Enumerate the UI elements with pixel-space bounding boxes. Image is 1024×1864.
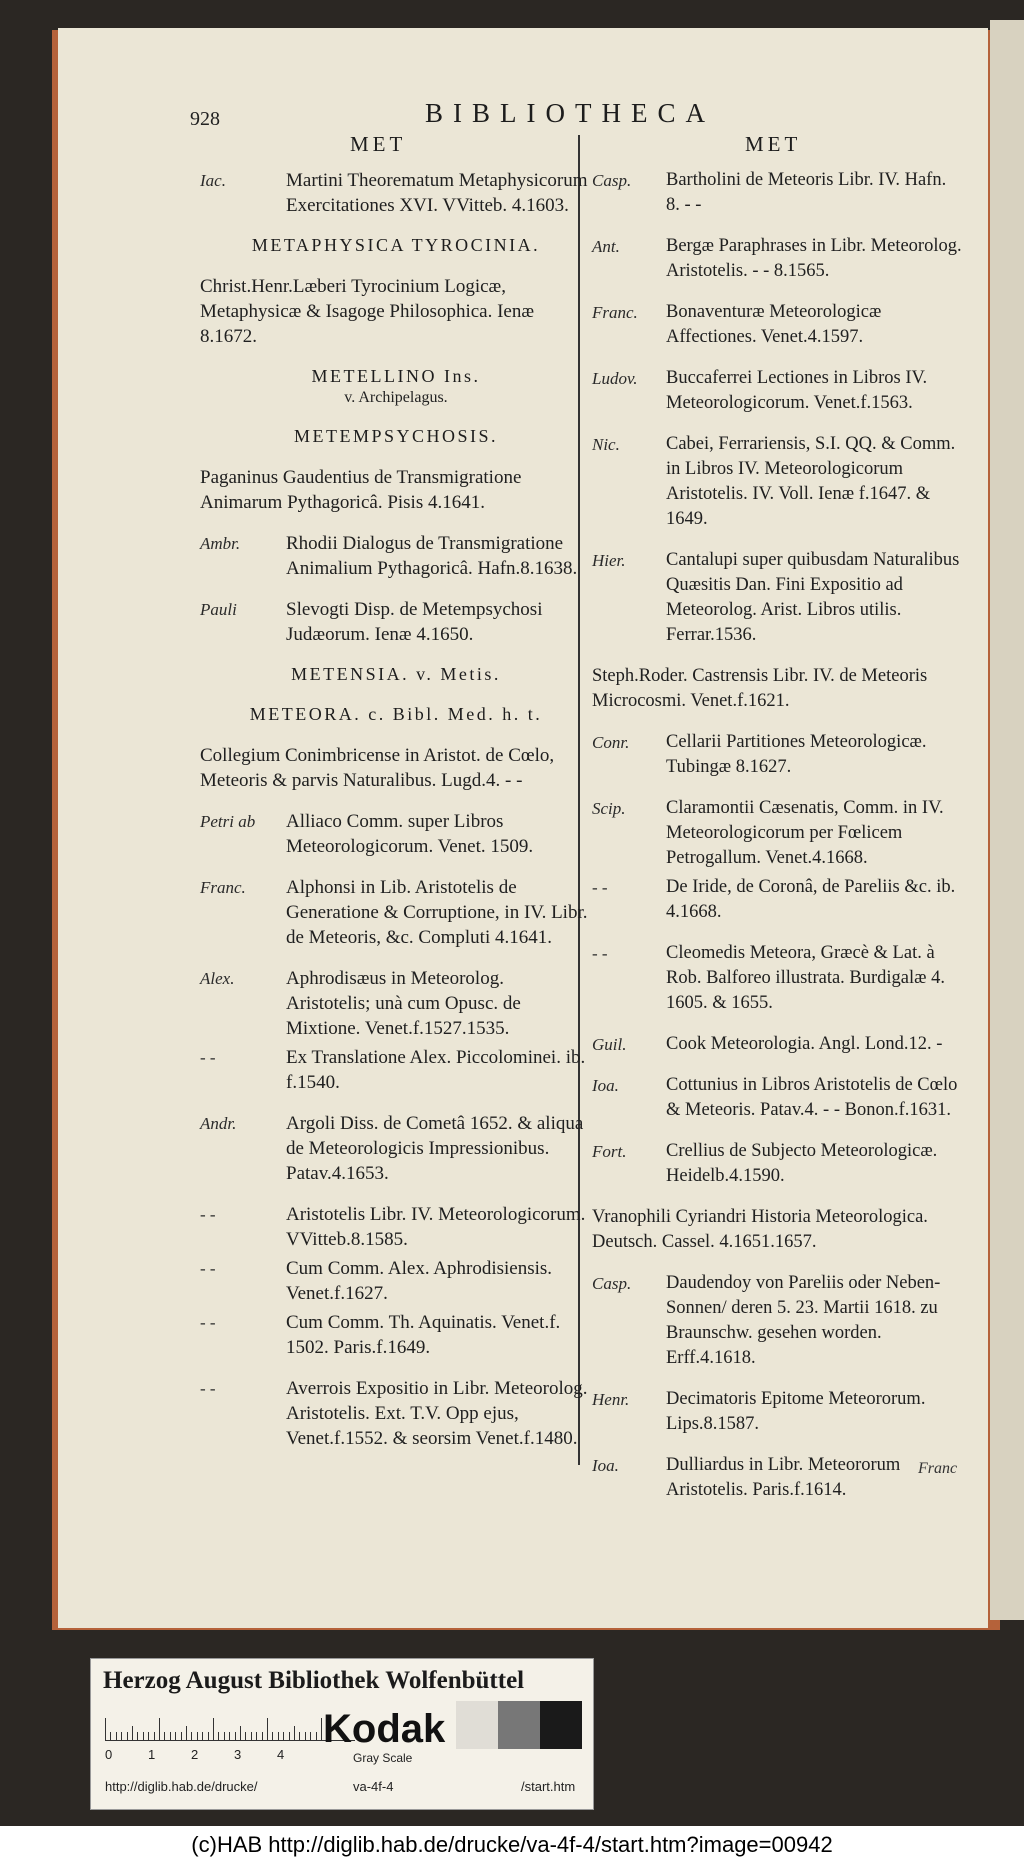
ruler-tick: [321, 1718, 322, 1740]
section-heading: METEMPSYCHOSIS.: [293, 426, 499, 446]
entry-text: Bonaventuræ Meteorologicæ Affectiones. Venet.4.1597.: [666, 302, 882, 347]
entry-forename: Casp.: [592, 171, 632, 190]
catalog-entry: [200, 465, 592, 515]
gray-swatch-dark: [540, 1701, 582, 1749]
entry-forename: Ambr.: [200, 534, 241, 553]
entry-forename: Ioa.: [592, 1456, 619, 1475]
ruler-tick: [289, 1732, 290, 1740]
catalog-entry: [592, 1073, 964, 1123]
entry-text: Paganinus Gaudentius de Transmigratione Animarum Pythagoricâ. Pisis 4.1641.: [200, 467, 522, 513]
entry-forename: Iac.: [200, 171, 226, 190]
catalog-entry: [200, 1202, 592, 1252]
entry-forename: Alex.: [200, 969, 235, 988]
scale-number: 1: [148, 1747, 156, 1762]
facing-page-edge: [990, 20, 1024, 1620]
ruler-tick: [137, 1732, 138, 1740]
catalog-entry: [200, 743, 592, 793]
entry-forename: Guil.: [592, 1035, 627, 1054]
ruler-tick: [159, 1718, 160, 1740]
ruler-tick: [256, 1732, 257, 1740]
scale-number: 3: [234, 1747, 242, 1762]
ruler-tick: [110, 1732, 111, 1740]
ruler-tick: [127, 1732, 128, 1740]
gray-scale-label: Gray Scale: [353, 1751, 413, 1765]
entry-forename: Ludov.: [592, 369, 638, 388]
entry-text: Cum Comm. Alex. Aphrodisiensis. Venet.f.1627.: [286, 1258, 553, 1304]
ruler-tick: [148, 1732, 149, 1740]
entry-text: Alliaco Comm. super Libros Meteorologicorum. Venet. 1509.: [286, 811, 534, 857]
ruler-tick: [164, 1732, 165, 1740]
entry-forename: - -: [200, 1313, 216, 1332]
catalog-entry: [592, 1139, 964, 1189]
catalog-entry: [200, 168, 592, 218]
ruler-tick: [240, 1726, 241, 1740]
entry-forename: Franc.: [592, 303, 638, 322]
ruler-tick: [283, 1732, 284, 1740]
ruler-tick: [154, 1732, 155, 1740]
entry-text: Aristotelis Libr. IV. Meteorologicorum. VVitteb.8.1585.: [286, 1204, 586, 1250]
catalog-entry: [200, 1376, 592, 1451]
running-head: [190, 98, 970, 138]
kodak-logo: Kodak: [323, 1707, 446, 1751]
entry-forename: Fort.: [592, 1142, 627, 1161]
ruler-scale: [105, 1715, 355, 1741]
entry-forename: Ant.: [592, 237, 620, 256]
ruler-tick: [197, 1732, 198, 1740]
entry-text: Bergæ Paraphrases in Libr. Meteorolog. Aristotelis. - - 8.1565.: [666, 236, 962, 281]
ruler-tick: [208, 1732, 209, 1740]
entry-text: Cleomedis Meteora, Græcè & Lat. à Rob. Balforeo illustrata. Burdigalæ 4. 1605. & 1655.: [666, 943, 945, 1013]
entry-text: Alphonsi in Lib. Aristotelis de Generatione & Corruptione, in IV. Libr. de Meteoris, &c. Compluti 4.1641.: [286, 877, 588, 948]
entry-text: Christ.Henr.Læberi Tyrocinium Logicæ, Metaphysicæ & Isagoge Philosophica. Ienæ 8.1672.: [200, 276, 535, 347]
ruler-tick: [116, 1732, 117, 1740]
catalog-entry: [200, 274, 592, 349]
right-column: [592, 168, 964, 1519]
entry-forename: - -: [592, 944, 608, 963]
catalog-entry: [200, 966, 592, 1041]
ruler-tick: [278, 1732, 279, 1740]
entry-text: Daudendoy von Pareliis oder Neben-Sonnen/ deren 5. 23. Martii 1618. zu Braunschw. gesehen worden. Erff.4.1618.: [666, 1273, 941, 1368]
ruler-tick: [186, 1726, 187, 1740]
ruler-tick: [262, 1732, 263, 1740]
scale-number: 0: [105, 1747, 113, 1762]
catalog-entry: [200, 531, 592, 581]
catalog-entry: [592, 432, 964, 532]
shelfmark: va-4f-4: [353, 1779, 394, 1794]
catalog-entry: [200, 1111, 592, 1186]
ruler-tick: [213, 1718, 214, 1740]
catalog-entry: [200, 1045, 592, 1095]
copyright-footer[interactable]: (c)HAB http://diglib.hab.de/drucke/va-4f-4/start.htm?image=00942: [0, 1826, 1024, 1864]
catalog-entry: [200, 1256, 592, 1306]
entry-text: Cottunius in Libros Aristotelis de Cœlo & Meteoris. Patav.4. - - Bonon.f.1631.: [666, 1075, 958, 1120]
entry-text: Vranophili Cyriandri Historia Meteorologica. Deutsch. Cassel. 4.1651.1657.: [592, 1207, 928, 1252]
ruler-tick: [310, 1732, 311, 1740]
catalog-entry: [592, 875, 964, 925]
scale-number: 4: [277, 1747, 285, 1762]
entry-text: Argoli Diss. de Cometâ 1652. & aliqua de Meteorologicis Impressionibus. Patav.4.1653.: [286, 1113, 584, 1184]
left-column: [200, 168, 592, 1467]
catalog-entry: [592, 941, 964, 1016]
catalog-entry: [592, 1271, 964, 1371]
ruler-tick: [251, 1732, 252, 1740]
entry-forename: Scip.: [592, 799, 626, 818]
entry-text: Cook Meteorologia. Angl. Lond.12. -: [666, 1034, 943, 1054]
entry-text: Ex Translatione Alex. Piccolominei. ib. f.1540.: [286, 1047, 586, 1093]
entry-text: Rhodii Dialogus de Transmigratione Animalium Pythagoricâ. Hafn.8.1638.: [286, 533, 578, 579]
ruler-tick: [132, 1726, 133, 1740]
ruler-tick: [229, 1732, 230, 1740]
entry-text: Cellarii Partitiones Meteorologicæ. Tubingæ 8.1627.: [666, 732, 927, 777]
ruler-tick: [105, 1718, 106, 1740]
entry-text: Cabei, Ferrariensis, S.I. QQ. & Comm. in Libros IV. Meteorologicorum Aristotelis. IV. Voll. Ienæ f.1647. & 1649.: [666, 434, 956, 529]
left-column-head: MET: [350, 132, 407, 156]
entry-forename: Petri ab: [200, 812, 256, 831]
entry-forename: - -: [200, 1379, 216, 1398]
entry-forename: - -: [200, 1259, 216, 1278]
catalog-entry: [592, 1453, 964, 1503]
entry-forename: Hier.: [592, 551, 626, 570]
scale-number: 2: [191, 1747, 199, 1762]
ruler-tick: [235, 1732, 236, 1740]
ruler-tick: [245, 1732, 246, 1740]
entry-text: Claramontii Cæsenatis, Comm. in IV. Meteorologicorum per Fœlicem Petrogallum. Venet.4.1668.: [666, 798, 944, 868]
catchword: Franc: [918, 1460, 958, 1477]
entry-text: Steph.Roder. Castrensis Libr. IV. de Meteoris Microcosmi. Venet.f.1621.: [592, 666, 928, 711]
ruler-tick: [267, 1718, 268, 1740]
entry-forename: Franc.: [200, 878, 246, 897]
entry-text: Dulliardus in Libr. Meteororum Aristotelis. Paris.f.1614.: [666, 1455, 901, 1500]
entry-text: Averrois Expositio in Libr. Meteorolog. Aristotelis. Ext. T.V. Opp ejus, Venet.f.1552. & seorsim Venet.f.1480.: [286, 1378, 588, 1449]
url-suffix: /start.htm: [521, 1779, 576, 1794]
ruler-tick: [316, 1732, 317, 1740]
section-heading: METELLINO Ins.: [311, 366, 481, 386]
section-subheading: v. Archipelagus.: [344, 389, 448, 406]
entry-text: Cantalupi super quibusdam Naturalibus Quæsitis Dan. Fini Expositio ad Meteorolog. Arist. Libros utilis. Ferrar.1536.: [666, 550, 960, 645]
catalog-entry: [592, 796, 964, 871]
section-heading: METEORA. c. Bibl. Med. h. t.: [249, 704, 543, 724]
entry-text: Crellius de Subjecto Meteorologicæ. Heidelb.4.1590.: [666, 1141, 938, 1186]
catalog-entry: [592, 300, 964, 350]
gray-swatch-mid: [498, 1701, 540, 1749]
entry-forename: - -: [200, 1048, 216, 1067]
catalog-entry: [592, 730, 964, 780]
entry-forename: - -: [200, 1205, 216, 1224]
entry-text: Slevogti Disp. de Metempsychosi Judæorum. Ienæ 4.1650.: [286, 599, 543, 645]
ruler-tick: [121, 1732, 122, 1740]
url-prefix: http://diglib.hab.de/drucke/: [105, 1779, 258, 1794]
catalog-entry: [200, 597, 592, 647]
entry-forename: Andr.: [200, 1114, 237, 1133]
ruler-tick: [175, 1732, 176, 1740]
entry-text: Buccaferrei Lectiones in Libros IV. Meteorologicorum. Venet.f.1563.: [666, 368, 928, 413]
entry-text: Aphrodisæus in Meteorolog. Aristotelis; unà cum Opusc. de Mixtione. Venet.f.1527.1535.: [286, 968, 521, 1039]
catalog-entry: [592, 234, 964, 284]
section-heading: METENSIA. v. Metis.: [291, 664, 501, 684]
entry-forename: Conr.: [592, 733, 630, 752]
page-number: 928: [190, 108, 220, 130]
ruler-tick: [170, 1732, 171, 1740]
section-heading: METAPHYSICA TYROCINIA.: [251, 235, 541, 255]
catalog-entry: [200, 1310, 592, 1360]
catalog-entry: [592, 1032, 964, 1057]
entry-text: Cum Comm. Th. Aquinatis. Venet.f. 1502. Paris.f.1649.: [286, 1312, 561, 1358]
ruler-tick: [143, 1732, 144, 1740]
color-target-card: [90, 1658, 594, 1810]
catalog-entry: [200, 809, 592, 859]
library-name: Herzog August Bibliothek Wolfenbüttel: [103, 1667, 525, 1694]
right-column-head: MET: [745, 132, 802, 156]
entry-forename: - -: [592, 878, 608, 897]
entry-forename: Casp.: [592, 1274, 632, 1293]
catalog-entry: [592, 1205, 964, 1255]
entry-text: Decimatoris Epitome Meteororum. Lips.8.1587.: [666, 1389, 926, 1434]
catalog-entry: [592, 366, 964, 416]
entry-forename: Pauli: [200, 600, 237, 619]
catalog-entry: [592, 664, 964, 714]
ruler-tick: [299, 1732, 300, 1740]
ruler-tick: [202, 1732, 203, 1740]
catalog-entry: [200, 875, 592, 950]
book-title: BIBLIOTHECA: [425, 98, 715, 128]
catalog-entry: [592, 1387, 964, 1437]
entry-text: Martini Theorematum Metaphysicorum Exercitationes XVI. VVitteb. 4.1603.: [286, 170, 588, 216]
catalog-entry: [592, 548, 964, 648]
catalog-entry: [592, 168, 964, 218]
entry-forename: Henr.: [592, 1390, 630, 1409]
entry-text: Bartholini de Meteoris Libr. IV. Hafn. 8. - -: [666, 170, 947, 215]
entry-text: De Iride, de Coronâ, de Pareliis &c. ib. 4.1668.: [666, 877, 956, 922]
ruler-tick: [218, 1732, 219, 1740]
ruler-tick: [272, 1732, 273, 1740]
ruler-tick: [224, 1732, 225, 1740]
entry-forename: Nic.: [592, 435, 620, 454]
ruler-tick: [294, 1726, 295, 1740]
ruler-tick: [181, 1732, 182, 1740]
entry-text: Collegium Conimbricense in Aristot. de Cœlo, Meteoris & parvis Naturalibus. Lugd.4. - -: [200, 745, 555, 791]
ruler-tick: [305, 1732, 306, 1740]
entry-forename: Ioa.: [592, 1076, 619, 1095]
gray-swatch-light: [456, 1701, 498, 1749]
ruler-tick: [191, 1732, 192, 1740]
